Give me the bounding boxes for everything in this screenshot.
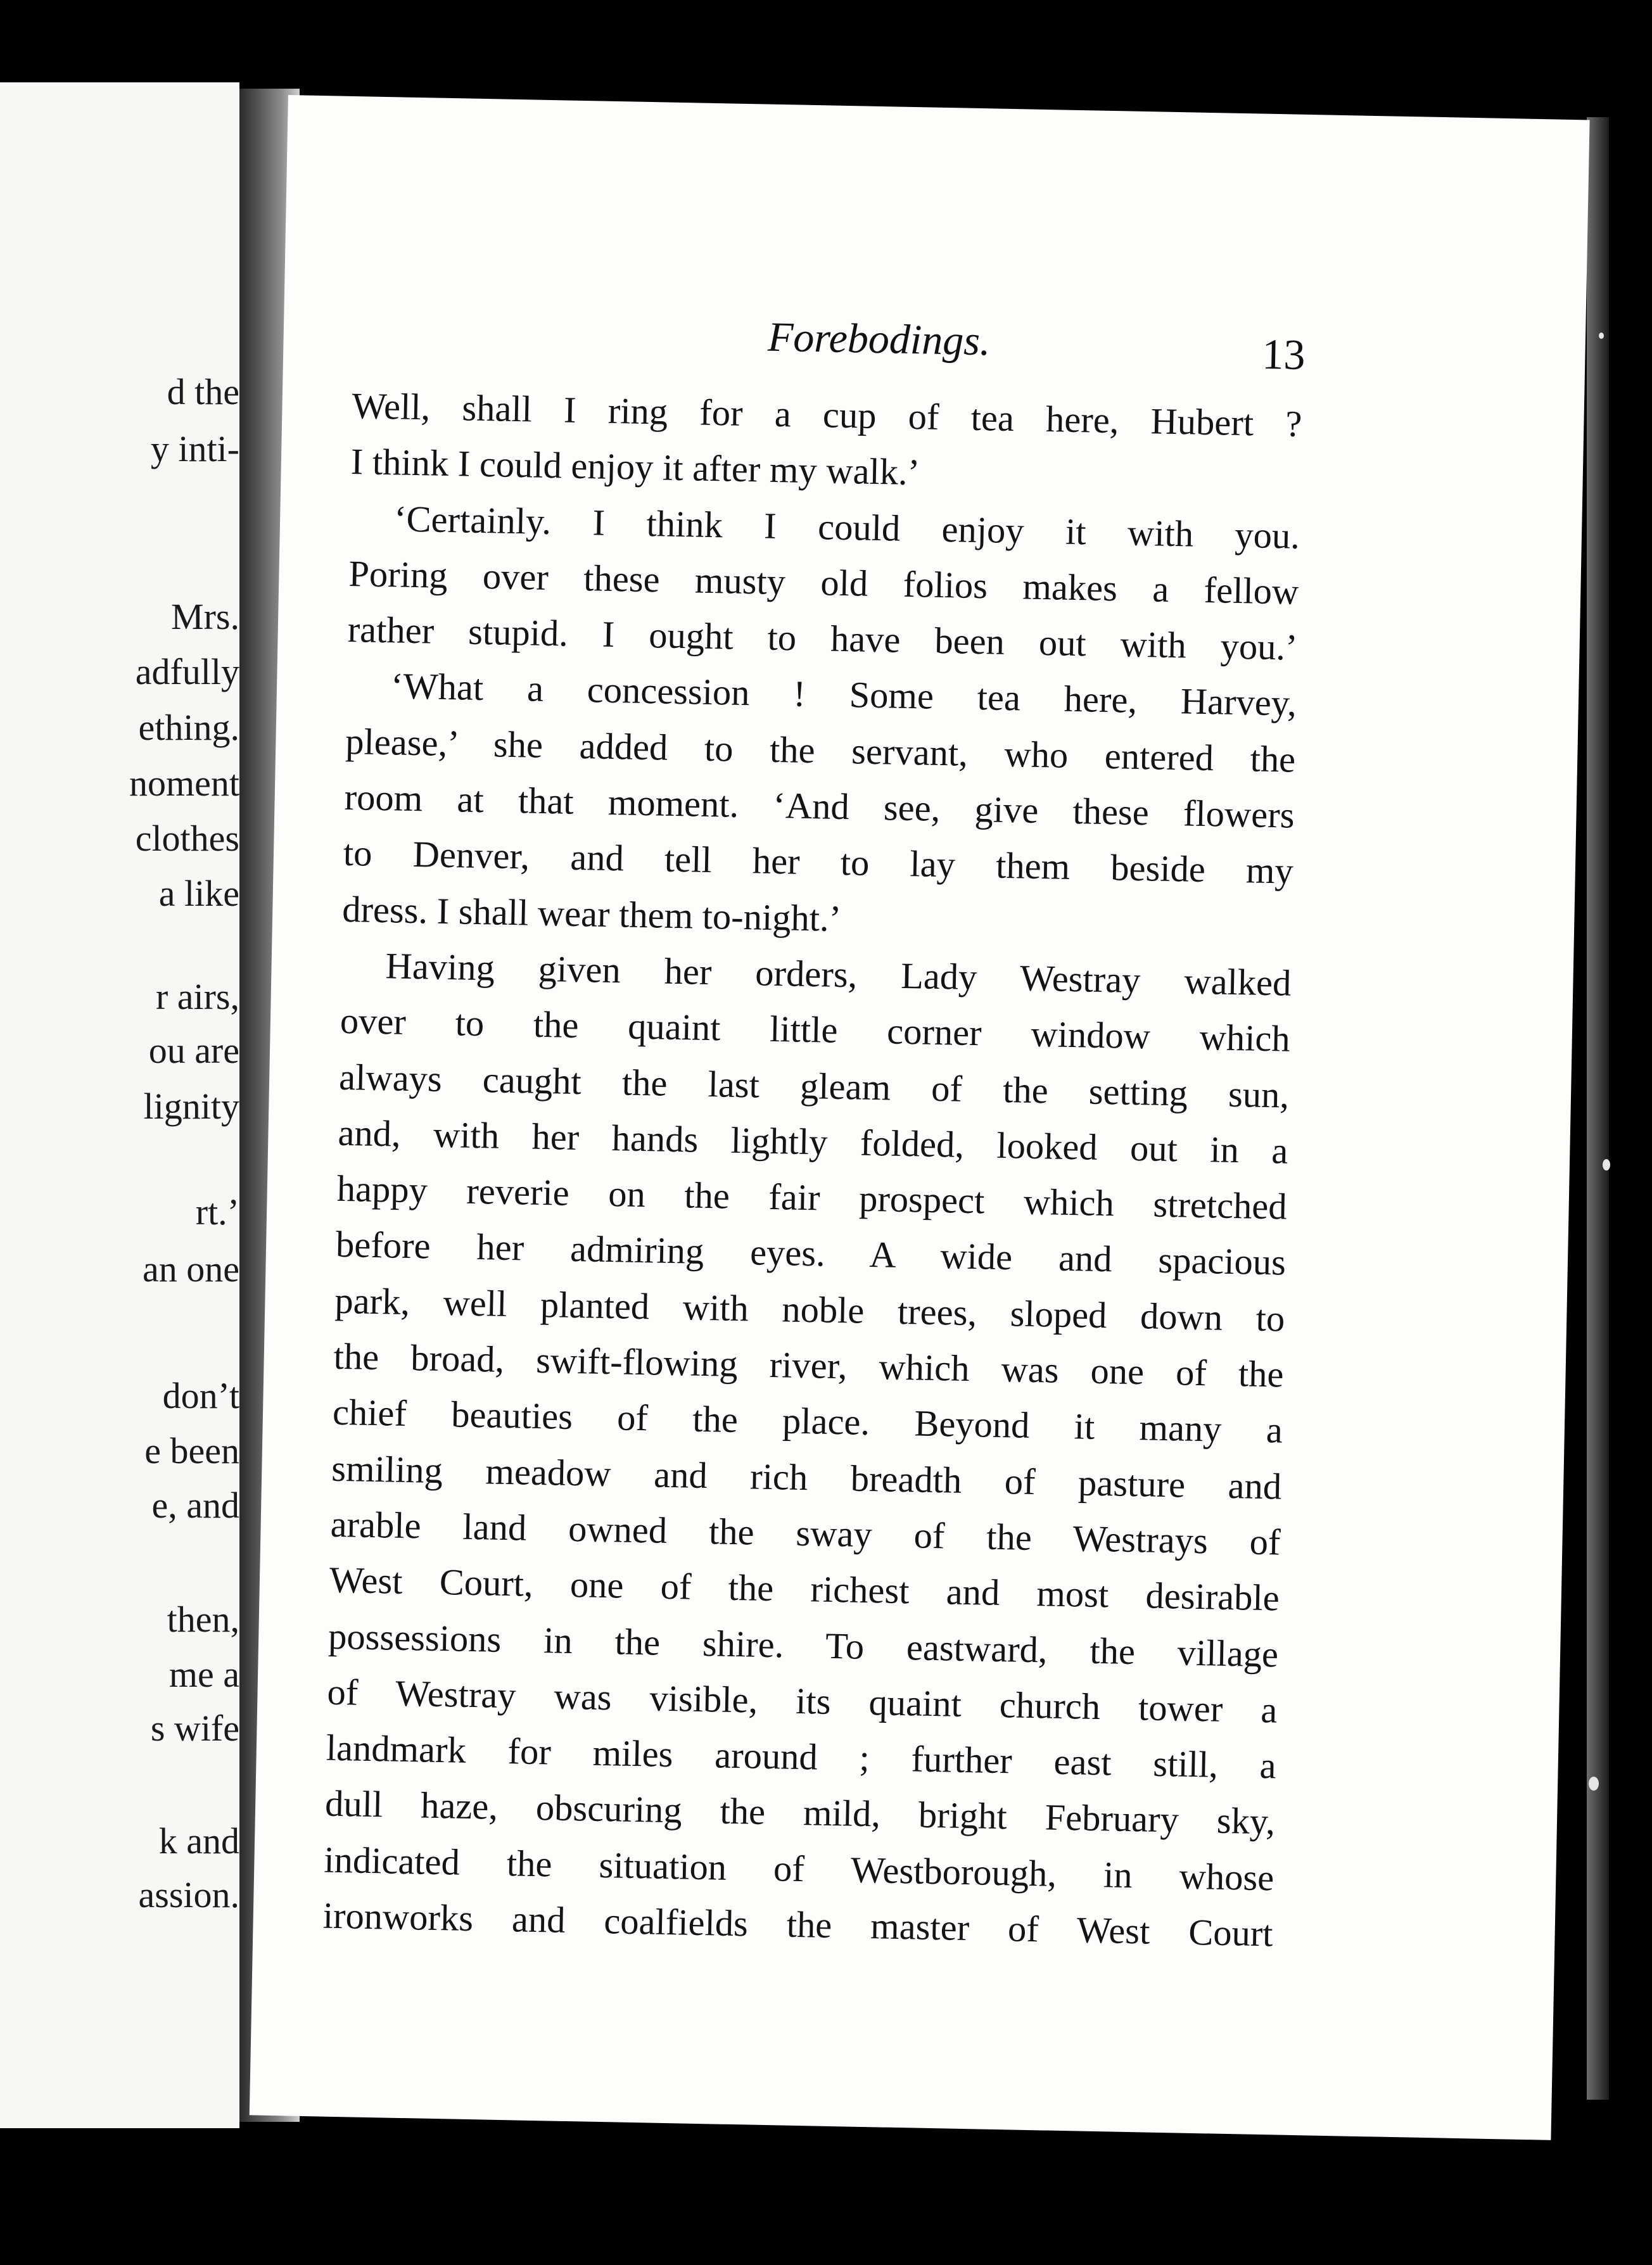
left-page-line: noment [129,763,239,804]
text-line: and, with her hands lightly folded, looked out in a [337,1112,1288,1172]
scan-speck [1589,1777,1599,1791]
text-line: I think I could enjoy it after my walk.’ [350,441,920,493]
text-line: arable land owned the sway of the Westrays of [330,1503,1281,1563]
left-page-line: an one [143,1248,239,1290]
left-page-line: clothes [135,818,239,859]
left-page-line: ou are [148,1030,239,1071]
left-page-line: then, [167,1599,239,1640]
text-line: before her admiring eyes. A wide and spacious [335,1224,1287,1284]
text-line: Having given her orders, Lady Westray walked [385,945,1292,1004]
left-page-fragment [0,82,239,2128]
text-line: Well, shall I ring for a cup of tea here, Hubert ? [351,385,1302,445]
text-line: smiling meadow and rich breadth of pasture and [331,1447,1282,1507]
text-line: chief beauties of the place. Beyond it many a [332,1392,1283,1451]
left-page-line: rt.’ [195,1191,239,1233]
book-page [250,95,1590,2140]
text-line: ironworks and coalfields the master of West Court [322,1894,1274,1955]
text-line: room at that moment. ‘And see, give these flowers [344,776,1295,836]
text-line: West Court, one of the richest and most desirable [329,1559,1280,1619]
text-line: ‘What a concession ! Some tea here, Harvey, [390,665,1297,725]
left-page-line: k and [158,1820,239,1862]
left-page-line: d the [167,371,239,412]
scan-speck [1599,333,1604,339]
text-line: landmark for miles around ; further east still, a [326,1727,1277,1787]
text-line: ‘Certainly. I think I could enjoy it with you. [393,497,1300,557]
page-number: 13 [1261,329,1306,379]
left-page-line: e been [144,1430,239,1471]
left-page-line: s wife [150,1708,239,1749]
left-page-line: me a [168,1654,239,1695]
text-line: Poring over these musty old folios makes a fellow [348,552,1299,612]
text-line: of Westray was visible, its quaint church tower a [326,1671,1278,1731]
left-page-line: r airs, [155,976,239,1017]
left-page-line: a like [158,873,239,914]
text-line: please,’ she added to the servant, who entered the [345,720,1296,780]
page-edge-shadow [1587,117,1609,2100]
left-page-line: e, and [151,1485,239,1526]
left-page-line: ething. [138,707,239,748]
left-page-line: lignity [143,1086,239,1127]
left-page-line: Mrs. [171,596,239,637]
text-line: park, well planted with noble trees, sloped down to [334,1279,1285,1340]
page-body-text [322,378,1302,1962]
left-page-line: don’t [162,1375,239,1416]
text-line: possessions in the shire. To eastward, the village [327,1615,1279,1675]
text-line: dress. I shall wear them to-night.’ [341,888,842,939]
left-page-line: y inti- [150,428,239,469]
text-line: over to the quaint little corner window which [340,1000,1291,1060]
text-line: happy reverie on the fair prospect which stretched [336,1167,1288,1228]
left-page-line: adfully [135,651,239,692]
text-line: to Denver, and tell her to lay them beside my [343,832,1294,892]
text-line: rather stupid. I ought to have been out with you.’ [347,609,1299,668]
text-line: indicated the situation of Westborough, in whose [323,1839,1274,1899]
running-head: Forebodings. [767,314,991,365]
text-line: the broad, swift-flowing river, which was one of the [333,1335,1285,1395]
text-line: always caught the last gleam of the setting sun, [338,1056,1290,1116]
scan-speck [1603,1159,1610,1171]
text-line: dull haze, obscuring the mild, bright February sky, [324,1783,1276,1843]
left-page-line: assion. [138,1874,239,1915]
